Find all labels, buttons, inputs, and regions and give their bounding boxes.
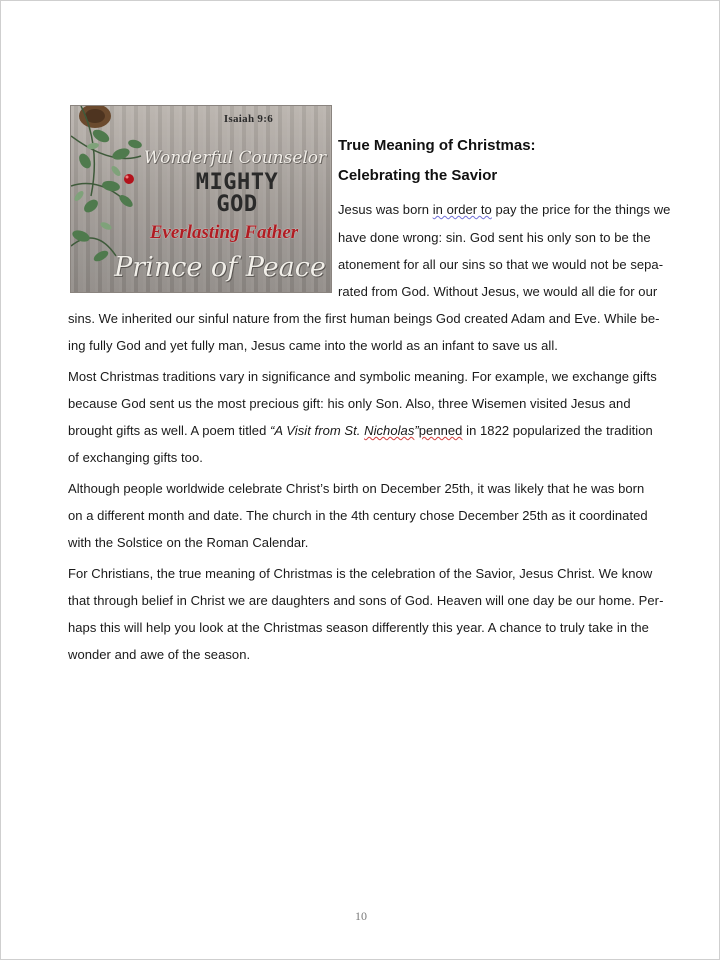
grammar-flagged-phrase[interactable]: in order to <box>432 202 492 217</box>
image-line-mighty: MIGHTY <box>195 170 279 195</box>
text-line: ing fully God and yet fully man, Jesus came into the world as an infant to save us all. <box>68 338 558 353</box>
poem-title-close-quote: ” <box>414 423 419 438</box>
isaiah-image <box>70 105 332 293</box>
text-line: Although people worldwide celebrate Christ’s birth on December 25th, it was likely that he was born <box>68 481 645 496</box>
text-line: Most Christmas traditions vary in significance and symbolic meaning. For example, we exchange gifts <box>68 369 657 384</box>
image-line-prince-of-peace: Prince of Peace <box>114 252 326 283</box>
text-segment: pay the price for the things we <box>491 202 671 217</box>
text-line: For Christians, the true meaning of Christmas is the celebration of the Savior, Jesus Christ. We know <box>68 566 653 581</box>
text-segment: brought gifts as well. A poem titled <box>68 423 271 438</box>
image-line-everlasting-father: Everlasting Father <box>149 222 299 243</box>
text-line: haps this will help you look at the Christmas season differently this year. A chance to truly take in the <box>68 620 649 635</box>
text-line: on a different month and date. The church in the 4th century chose December 25th as it coordinated <box>68 508 648 523</box>
text-line: atonement for all our sins so that we would not be sepa- <box>338 257 664 272</box>
image-line-mighty-god <box>145 172 329 216</box>
text-line: have done wrong: sin. God sent his only son to be the <box>338 230 651 245</box>
text-line: rated from God. Without Jesus, we would all die for our <box>338 284 658 299</box>
article-subtitle: Celebrating the Savior <box>338 167 498 184</box>
text-line: because God sent us the most precious gift: his only Son. Also, three Wisemen visited Jesus and <box>68 396 631 411</box>
image-line-god: GOD <box>216 192 258 217</box>
image-line-wonderful-counselor: Wonderful Counselor <box>143 148 327 168</box>
text-line: with the Solstice on the Roman Calendar. <box>68 535 309 550</box>
text-segment: in 1822 popularized the tradition <box>462 423 653 438</box>
page-number: 10 <box>355 909 367 923</box>
spelling-flagged-word[interactable]: Nicholas <box>364 423 415 438</box>
text-line <box>68 423 653 438</box>
text-line: that through belief in Christ we are daughters and sons of God. Heaven will one day be our home. Per- <box>68 593 664 608</box>
poem-title-part: “A Visit from St. <box>270 423 365 438</box>
spelling-flagged-word[interactable]: penned <box>418 423 463 438</box>
text-line: wonder and awe of the season. <box>68 647 251 662</box>
text-line: sins. We inherited our sinful nature from the first human beings God created Adam and Eve. While be- <box>68 311 660 326</box>
image-verse-reference: Isaiah 9:6 <box>223 113 273 125</box>
text-line: of exchanging gifts too. <box>68 450 203 465</box>
text-line <box>338 202 670 217</box>
article-title: True Meaning of Christmas: <box>338 137 536 154</box>
text-segment: Jesus was born <box>338 202 430 217</box>
